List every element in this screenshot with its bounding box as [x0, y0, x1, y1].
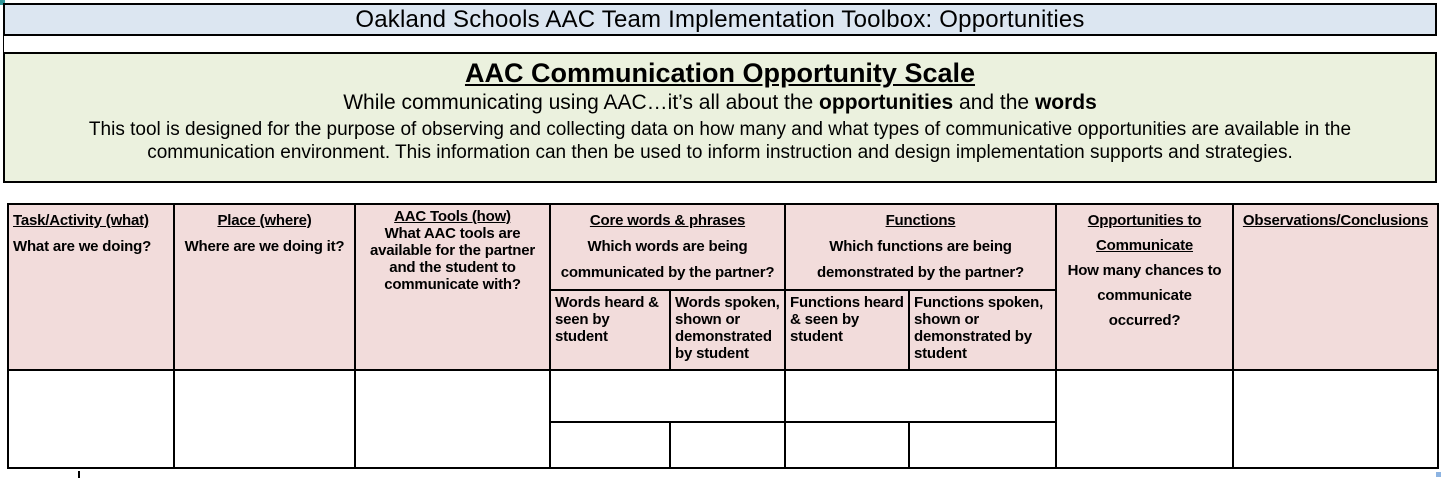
scale-heading: AAC Communication Opportunity Scale: [464, 58, 976, 88]
entry-cell-functions[interactable]: [785, 370, 1056, 422]
subtitle-bold-opportunities: opportunities: [819, 91, 954, 114]
header-title-functions: Functions: [885, 212, 956, 229]
intro-section: [3, 52, 1437, 183]
subtitle-middle: and the: [953, 91, 1035, 114]
header-cell-opportunities: [1056, 204, 1233, 370]
entry-cell-observations[interactable]: [1233, 370, 1438, 468]
selection-tick: [1436, 472, 1441, 477]
entry-cell-words-spoken[interactable]: [670, 422, 785, 468]
header-title-observations: Observations/Conclusions: [1242, 212, 1429, 229]
header-cell-task-activity: [8, 204, 174, 370]
document-title: Oakland Schools AAC Team Implementation Toolbox: Opportunities: [355, 5, 1085, 33]
scale-description: This tool is designed for the purpose of observing and collecting data on how many and what types of communicative opportunities are available in the communication environment. This information can then be used to inform instruction and design implementation supports and strategies.: [88, 119, 1352, 163]
entry-cell-aac-tools[interactable]: [355, 370, 550, 468]
subheader-cell-functions-spoken: Functions spoken, shown or demonstrated by student: [909, 290, 1056, 370]
header-cell-aac-tools: [355, 204, 550, 370]
entry-cell-core-words[interactable]: [550, 370, 785, 422]
entry-cell-task-activity[interactable]: [8, 370, 174, 468]
scale-subtitle: [5, 89, 1435, 117]
subtitle-prefix: While communicating using AAC…it’s all about the: [343, 91, 820, 114]
header-cell-observations: [1233, 204, 1438, 370]
header-title-aac-tools: AAC Tools (how): [394, 208, 511, 225]
entry-cell-functions-spoken[interactable]: [909, 422, 1056, 468]
header-question-aac-tools: What AAC tools are available for the partner and the student to communicate with?: [369, 225, 536, 293]
header-title-core-words: Core words & phrases: [589, 212, 746, 229]
header-question-functions: Which functions are being demonstrated by the partner?: [817, 238, 1024, 281]
header-title-place: Place (where): [217, 212, 312, 229]
next-row-tick: [78, 471, 80, 478]
entry-cell-place[interactable]: [174, 370, 355, 468]
header-title-task-activity: Task/Activity (what): [13, 212, 149, 229]
subheader-cell-functions-heard: Functions heard & seen by student: [785, 290, 909, 370]
header-cell-place: [174, 204, 355, 370]
header-cell-functions: [785, 204, 1056, 290]
border-stub: [3, 35, 4, 53]
header-title-opportunities: Opportunities to Communicate: [1087, 212, 1202, 254]
document-title-bar: [3, 3, 1437, 36]
header-question-core-words: Which words are being communicated by the partner?: [560, 238, 775, 281]
entry-cell-words-heard[interactable]: [550, 422, 670, 468]
observation-table: [7, 203, 1439, 469]
subtitle-bold-words: words: [1034, 91, 1097, 114]
header-cell-core-words: [550, 204, 785, 290]
subheader-cell-words-heard: Words heard & seen by student: [550, 290, 670, 370]
header-question-opportunities: How many chances to communicate occurred?: [1067, 262, 1222, 329]
subheader-cell-words-spoken: Words spoken, shown or demonstrated by student: [670, 290, 785, 370]
entry-cell-functions-heard[interactable]: [785, 422, 909, 468]
header-question-task-activity: What are we doing?: [13, 238, 152, 255]
entry-cell-opportunities[interactable]: [1056, 370, 1233, 468]
header-question-place: Where are we doing it?: [184, 238, 345, 255]
